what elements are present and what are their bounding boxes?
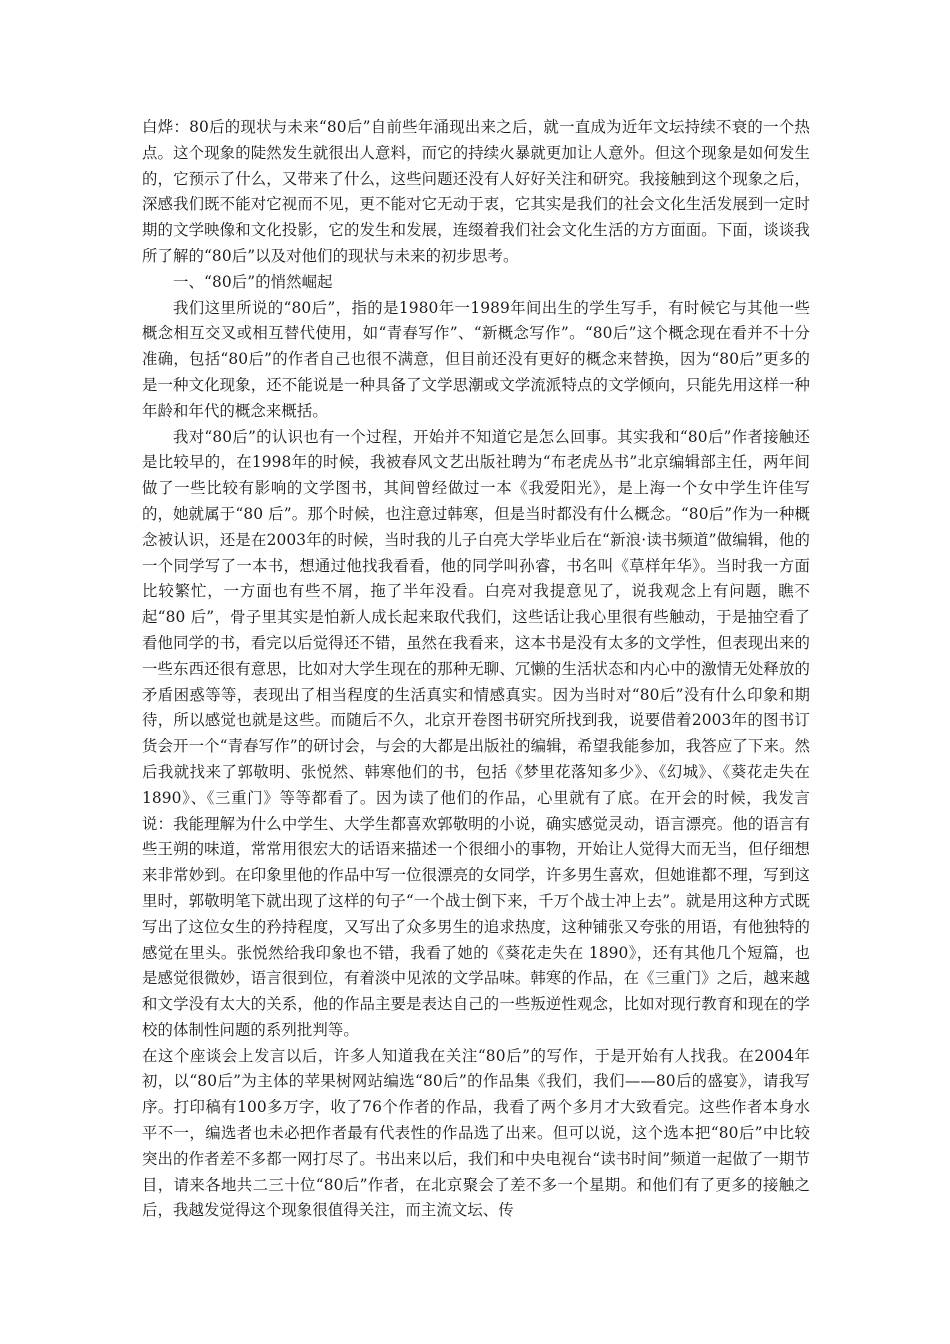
section-heading: 一、“80后”的悄然崛起 [173, 272, 333, 291]
paragraph-recognition: 我对“80后”的认识也有一个过程，开始并不知道它是怎么回事。其实我和“80后”作者接触还是比较早的，在1998年的时候，我被春风文艺出版社聘为“布老虎丛书”北京编辑部主任，两年间做了一些比较有影响的文学图书，其间曾经做过一本《我爱阳光》，是上海一个女中学生许佳写的，她就属于“80 后”。那个时候，也注意过韩寒，但是当时都没有什么概念。“80后”作为一种概念被认识，还是在2003年的时候，当时我的儿子白亮大学毕业后在“新浪·读书频道”做编辑，他的一个同学写了一本书，想通过他找我看看，他的同学叫孙睿，书名叫《草样年华》。当时我一方面比较繁忙，一方面也有些不屑，拖了半年没看。白亮对我提意见了，说我观念上有问题，瞧不起“80 后”，骨子里其实是怕新人成长起来取代我们，这些话让我心里很有些触动，于是抽空看了看他同学的书，看完以后觉得还不错，虽然在我看来，这本书是没有太多的文学性，但表现出来的一些东西还很有意思，比如对大学生现在的那种无聊、冗懒的生活状态和内心中的激情无处释放的矛盾困惑等等，表现出了相当程度的生活真实和情感真实。因为当时对“80后”没有什么印象和期待，所以感觉也就是这些。而随后不久，北京开卷图书研究所找到我，说要借着2003年的图书订货会开一个“青春写作”的研讨会，与会的大都是出版社的编辑，希望我能参加，我答应了下来。然后我就找来了郭敬明、张悦然、韩寒他们的书，包括《梦里花落知多少》、《幻城》、《葵花走失在1890》、《三重门》等等都看了。因为读了他们的作品，心里就有了底。在开会的时候，我发言说：我能理解为什么中学生、大学生都喜欢郭敬明的小说，确实感觉灵动，语言漂亮。他的语言有些王朔的味道，常常用很宏大的话语来描述一个很细小的事物，开始让人觉得大而无当，但仔细想来非常妙到。在印象里他的作品中写一位很漂亮的女同学，许多男生喜欢，但她谁都不理，写到这里时，郭敬明笔下就出现了这样的句子“一个战士倒下来，千万个战士冲上去”。就是用这种方式既写出了这位女生的矜持程度，又写出了众多男生的追求热度，这种铺张又夸张的用语，有他独特的感觉在里头。张悦然给我印象也不错，我看了她的《葵花走失在 1890》，还有其他几个短篇，也是感觉很微妙，语言很到位，有着淡中见浓的文学品味。韩寒的作品，在《三重门》之后，越来越和文学没有太大的关系，他的作品主要是表达自己的一些叛逆性观念，比如对现行教育和现在的学校的体制性问题的系列批判等。 [142, 427, 810, 1039]
paragraph-intro: 白烨：80后的现状与未来“80后”自前些年涌现出来之后，就一直成为近年文坛持续不衰的一个热点。这个现象的陡然发生就很出人意料，而它的持续火暴就更加让人意外。但这个现象是如何发生的，它预示了什么，又带来了什么，这些问题还没有人好好关注和研究。我接触到这个现象之后，深感我们既不能对它视而不见，更不能对它无动于衷，它其实是我们的社会文化生活发展到一定时期的文学映像和文化投影，它的发生和发展，连缀着我们社会文化生活的方方面面。下面，谈谈我所了解的“80后”以及对他们的现状与未来的初步思考。 [142, 118, 810, 265]
document-body [142, 115, 810, 1224]
paragraph-definition: 我们这里所说的“80后”，指的是1980年一1989年间出生的学生写手，有时候它与其他一些概念相互交叉或相互替代使用，如“青春写作”、“新概念写作”。“80后”这个概念现在看并不十分准确，包括“80后”的作者自己也很不满意，但目前还没有更好的概念来替换，因为“80后”更多的是一种文化现象，还不能说是一种具备了文学思潮或文学流派特点的文学倾向，只能先用这样一种年龄和年代的概念来概括。 [142, 298, 810, 420]
paragraph-symposium: 在这个座谈会上发言以后，许多人知道我在关注“80后”的写作，于是开始有人找我。在2004年初，以“80后”为主体的苹果树网站编选“80后”的作品集《我们，我们——80后的盛宴》，请我写序。打印稿有100多万字，收了76个作者的作品，我看了两个多月才大致看完。这些作者本身水平不一，编选者也未必把作者最有代表性的作品选了出来。但可以说，这个选本把“80后”中比较突出的作者差不多都一网打尽了。书出来以后，我们和中央电视台“读书时间”频道一起做了一期节目，请来各地共二三十位“80后”作者，在北京聚会了差不多一个星期。和他们有了更多的接触之后，我越发觉得这个现象很值得关注，而主流文坛、传 [142, 1046, 810, 1220]
